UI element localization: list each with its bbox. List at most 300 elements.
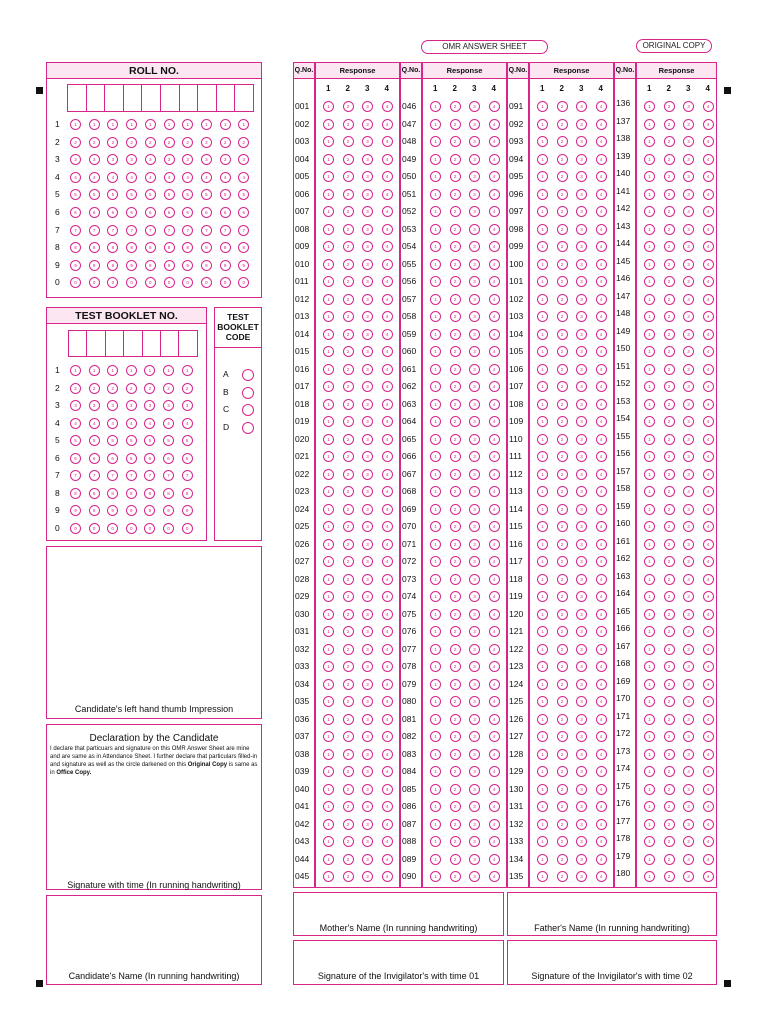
answer-bubble[interactable]: 3 (683, 486, 694, 497)
answer-bubble[interactable]: 4 (489, 154, 500, 165)
answer-bubble[interactable]: 1 (323, 749, 334, 760)
answer-bubble[interactable]: 4 (489, 521, 500, 532)
answer-bubble[interactable]: 2 (343, 504, 354, 515)
answer-bubble[interactable]: 2 (664, 346, 675, 357)
roll-digit-bubble[interactable]: 0 (201, 277, 212, 288)
answer-bubble[interactable]: 4 (703, 609, 714, 620)
answer-bubble[interactable]: 2 (664, 381, 675, 392)
answer-bubble[interactable]: 1 (644, 259, 655, 270)
answer-bubble[interactable]: 2 (557, 101, 568, 112)
answer-bubble[interactable]: 1 (323, 206, 334, 217)
answer-bubble[interactable]: 1 (430, 364, 441, 375)
booklet-digit-bubble[interactable]: 6 (126, 453, 137, 464)
answer-bubble[interactable]: 1 (430, 311, 441, 322)
answer-bubble[interactable]: 1 (644, 591, 655, 602)
answer-bubble[interactable]: 2 (450, 626, 461, 637)
roll-digit-bubble[interactable]: 3 (89, 154, 100, 165)
answer-bubble[interactable]: 2 (664, 574, 675, 585)
answer-bubble[interactable]: 3 (683, 416, 694, 427)
answer-bubble[interactable]: 3 (469, 556, 480, 567)
answer-bubble[interactable]: 4 (596, 504, 607, 515)
roll-digit-bubble[interactable]: 4 (89, 172, 100, 183)
answer-bubble[interactable]: 3 (576, 521, 587, 532)
booklet-digit-bubble[interactable]: 8 (107, 488, 118, 499)
answer-bubble[interactable]: 1 (323, 469, 334, 480)
roll-digit-bubble[interactable]: 5 (70, 189, 81, 200)
answer-bubble[interactable]: 3 (683, 119, 694, 130)
booklet-digit-bubble[interactable]: 4 (70, 418, 81, 429)
roll-digit-bubble[interactable]: 3 (220, 154, 231, 165)
roll-digit-bubble[interactable]: 4 (70, 172, 81, 183)
answer-bubble[interactable]: 2 (664, 434, 675, 445)
answer-bubble[interactable]: 2 (343, 364, 354, 375)
booklet-digit-bubble[interactable]: 8 (182, 488, 193, 499)
answer-bubble[interactable]: 1 (537, 329, 548, 340)
answer-bubble[interactable]: 3 (576, 609, 587, 620)
answer-bubble[interactable]: 4 (382, 346, 393, 357)
answer-bubble[interactable]: 4 (703, 661, 714, 672)
answer-bubble[interactable]: 3 (362, 119, 373, 130)
answer-bubble[interactable]: 3 (576, 399, 587, 410)
answer-bubble[interactable]: 4 (382, 451, 393, 462)
roll-digit-bubble[interactable]: 8 (182, 242, 193, 253)
answer-bubble[interactable]: 1 (644, 399, 655, 410)
answer-bubble[interactable]: 1 (430, 189, 441, 200)
answer-bubble[interactable]: 4 (703, 206, 714, 217)
booklet-digit-bubble[interactable]: 0 (107, 523, 118, 534)
roll-digit-bubble[interactable]: 2 (70, 137, 81, 148)
answer-bubble[interactable]: 1 (323, 626, 334, 637)
answer-bubble[interactable]: 3 (469, 819, 480, 830)
answer-bubble[interactable]: 2 (664, 294, 675, 305)
answer-bubble[interactable]: 1 (430, 101, 441, 112)
answer-bubble[interactable]: 1 (430, 591, 441, 602)
booklet-digit-bubble[interactable]: 6 (182, 453, 193, 464)
answer-bubble[interactable]: 3 (576, 294, 587, 305)
answer-bubble[interactable]: 1 (537, 696, 548, 707)
roll-digit-bubble[interactable]: 9 (182, 260, 193, 271)
answer-bubble[interactable]: 3 (683, 626, 694, 637)
answer-bubble[interactable]: 2 (450, 731, 461, 742)
answer-bubble[interactable]: 1 (430, 766, 441, 777)
booklet-digit-box[interactable] (68, 330, 87, 357)
answer-bubble[interactable]: 2 (450, 171, 461, 182)
roll-digit-bubble[interactable]: 2 (201, 137, 212, 148)
answer-bubble[interactable]: 3 (683, 294, 694, 305)
answer-bubble[interactable]: 3 (362, 696, 373, 707)
answer-bubble[interactable]: 1 (430, 696, 441, 707)
answer-bubble[interactable]: 1 (537, 679, 548, 690)
answer-bubble[interactable]: 1 (430, 206, 441, 217)
answer-bubble[interactable]: 1 (537, 574, 548, 585)
answer-bubble[interactable]: 1 (537, 714, 548, 725)
answer-bubble[interactable]: 2 (450, 294, 461, 305)
answer-bubble[interactable]: 4 (703, 171, 714, 182)
answer-bubble[interactable]: 1 (430, 434, 441, 445)
answer-bubble[interactable]: 4 (596, 154, 607, 165)
answer-bubble[interactable]: 1 (323, 504, 334, 515)
roll-digit-bubble[interactable]: 6 (238, 207, 249, 218)
answer-bubble[interactable]: 1 (430, 539, 441, 550)
answer-bubble[interactable]: 1 (430, 294, 441, 305)
answer-bubble[interactable]: 1 (323, 854, 334, 865)
answer-bubble[interactable]: 3 (362, 766, 373, 777)
answer-bubble[interactable]: 1 (430, 136, 441, 147)
answer-bubble[interactable]: 1 (430, 714, 441, 725)
answer-bubble[interactable]: 3 (576, 101, 587, 112)
answer-bubble[interactable]: 1 (537, 311, 548, 322)
answer-bubble[interactable]: 4 (596, 381, 607, 392)
booklet-digit-bubble[interactable]: 6 (70, 453, 81, 464)
answer-bubble[interactable]: 3 (362, 504, 373, 515)
answer-bubble[interactable]: 1 (430, 521, 441, 532)
answer-bubble[interactable]: 1 (323, 609, 334, 620)
answer-bubble[interactable]: 3 (683, 521, 694, 532)
answer-bubble[interactable]: 3 (469, 626, 480, 637)
booklet-digit-bubble[interactable]: 4 (89, 418, 100, 429)
booklet-digit-bubble[interactable]: 9 (89, 505, 100, 516)
answer-bubble[interactable]: 4 (382, 766, 393, 777)
answer-bubble[interactable]: 2 (664, 591, 675, 602)
answer-bubble[interactable]: 4 (489, 329, 500, 340)
answer-bubble[interactable]: 1 (323, 329, 334, 340)
roll-digit-bubble[interactable]: 6 (164, 207, 175, 218)
answer-bubble[interactable]: 1 (644, 556, 655, 567)
answer-bubble[interactable]: 4 (382, 329, 393, 340)
booklet-digit-bubble[interactable]: 2 (126, 383, 137, 394)
answer-bubble[interactable]: 1 (537, 241, 548, 252)
answer-bubble[interactable]: 2 (664, 416, 675, 427)
booklet-digit-box[interactable] (123, 330, 142, 357)
answer-bubble[interactable]: 4 (489, 696, 500, 707)
answer-bubble[interactable]: 4 (703, 871, 714, 882)
answer-bubble[interactable]: 3 (683, 171, 694, 182)
roll-digit-bubble[interactable]: 2 (107, 137, 118, 148)
answer-bubble[interactable]: 2 (343, 469, 354, 480)
answer-bubble[interactable]: 2 (343, 486, 354, 497)
answer-bubble[interactable]: 1 (430, 486, 441, 497)
roll-digit-bubble[interactable]: 8 (145, 242, 156, 253)
answer-bubble[interactable]: 3 (362, 434, 373, 445)
answer-bubble[interactable]: 3 (469, 731, 480, 742)
answer-bubble[interactable]: 2 (343, 556, 354, 567)
roll-digit-bubble[interactable]: 3 (126, 154, 137, 165)
answer-bubble[interactable]: 3 (683, 189, 694, 200)
answer-bubble[interactable]: 2 (557, 714, 568, 725)
booklet-digit-bubble[interactable]: 7 (163, 470, 174, 481)
answer-bubble[interactable]: 2 (450, 486, 461, 497)
answer-bubble[interactable]: 3 (576, 626, 587, 637)
answer-bubble[interactable]: 4 (382, 101, 393, 112)
answer-bubble[interactable]: 3 (362, 101, 373, 112)
answer-bubble[interactable]: 2 (557, 486, 568, 497)
answer-bubble[interactable]: 2 (664, 364, 675, 375)
answer-bubble[interactable]: 1 (644, 434, 655, 445)
answer-bubble[interactable]: 1 (644, 714, 655, 725)
answer-bubble[interactable]: 1 (430, 644, 441, 655)
answer-bubble[interactable]: 4 (382, 871, 393, 882)
answer-bubble[interactable]: 2 (450, 311, 461, 322)
answer-bubble[interactable]: 4 (489, 819, 500, 830)
answer-bubble[interactable]: 3 (469, 416, 480, 427)
booklet-digit-bubble[interactable]: 7 (70, 470, 81, 481)
answer-bubble[interactable]: 4 (382, 556, 393, 567)
answer-bubble[interactable]: 4 (703, 766, 714, 777)
answer-bubble[interactable]: 3 (362, 154, 373, 165)
answer-bubble[interactable]: 3 (469, 609, 480, 620)
roll-digit-bubble[interactable]: 6 (126, 207, 137, 218)
answer-bubble[interactable]: 4 (382, 294, 393, 305)
roll-digit-bubble[interactable]: 8 (164, 242, 175, 253)
roll-digit-bubble[interactable]: 2 (164, 137, 175, 148)
roll-digit-bubble[interactable]: 6 (89, 207, 100, 218)
answer-bubble[interactable]: 4 (489, 399, 500, 410)
roll-digit-box[interactable] (197, 84, 217, 112)
answer-bubble[interactable]: 3 (576, 469, 587, 480)
answer-bubble[interactable]: 1 (323, 661, 334, 672)
roll-digit-bubble[interactable]: 1 (107, 119, 118, 130)
answer-bubble[interactable]: 2 (664, 329, 675, 340)
answer-bubble[interactable]: 2 (450, 521, 461, 532)
answer-bubble[interactable]: 1 (323, 189, 334, 200)
answer-bubble[interactable]: 2 (343, 714, 354, 725)
answer-bubble[interactable]: 4 (489, 784, 500, 795)
answer-bubble[interactable]: 4 (703, 749, 714, 760)
answer-bubble[interactable]: 2 (664, 206, 675, 217)
answer-bubble[interactable]: 1 (430, 329, 441, 340)
roll-digit-bubble[interactable]: 3 (164, 154, 175, 165)
answer-bubble[interactable]: 2 (664, 714, 675, 725)
answer-bubble[interactable]: 2 (557, 381, 568, 392)
answer-bubble[interactable]: 2 (664, 224, 675, 235)
answer-bubble[interactable]: 1 (430, 276, 441, 287)
answer-bubble[interactable]: 2 (450, 836, 461, 847)
answer-bubble[interactable]: 3 (576, 696, 587, 707)
answer-bubble[interactable]: 1 (537, 836, 548, 847)
booklet-digit-bubble[interactable]: 4 (107, 418, 118, 429)
answer-bubble[interactable]: 2 (664, 451, 675, 462)
answer-bubble[interactable]: 1 (644, 224, 655, 235)
booklet-digit-bubble[interactable]: 4 (144, 418, 155, 429)
answer-bubble[interactable]: 4 (596, 766, 607, 777)
answer-bubble[interactable]: 3 (683, 714, 694, 725)
answer-bubble[interactable]: 1 (323, 346, 334, 357)
answer-bubble[interactable]: 2 (343, 801, 354, 812)
answer-bubble[interactable]: 3 (362, 294, 373, 305)
booklet-digit-bubble[interactable]: 5 (144, 435, 155, 446)
answer-bubble[interactable]: 2 (343, 101, 354, 112)
answer-bubble[interactable]: 3 (469, 329, 480, 340)
answer-bubble[interactable]: 1 (644, 486, 655, 497)
answer-bubble[interactable]: 2 (450, 224, 461, 235)
booklet-digit-bubble[interactable]: 1 (70, 365, 81, 376)
answer-bubble[interactable]: 2 (343, 399, 354, 410)
answer-bubble[interactable]: 3 (469, 346, 480, 357)
answer-bubble[interactable]: 3 (683, 346, 694, 357)
answer-bubble[interactable]: 4 (596, 556, 607, 567)
answer-bubble[interactable]: 2 (664, 521, 675, 532)
answer-bubble[interactable]: 2 (557, 644, 568, 655)
answer-bubble[interactable]: 4 (596, 626, 607, 637)
answer-bubble[interactable]: 4 (596, 136, 607, 147)
answer-bubble[interactable]: 2 (557, 451, 568, 462)
answer-bubble[interactable]: 4 (382, 591, 393, 602)
answer-bubble[interactable]: 1 (430, 416, 441, 427)
answer-bubble[interactable]: 4 (703, 399, 714, 410)
answer-bubble[interactable]: 3 (576, 119, 587, 130)
answer-bubble[interactable]: 3 (469, 311, 480, 322)
answer-bubble[interactable]: 4 (382, 504, 393, 515)
answer-bubble[interactable]: 1 (323, 399, 334, 410)
answer-bubble[interactable]: 1 (323, 731, 334, 742)
answer-bubble[interactable]: 3 (683, 224, 694, 235)
answer-bubble[interactable]: 1 (537, 259, 548, 270)
answer-bubble[interactable]: 3 (469, 679, 480, 690)
answer-bubble[interactable]: 1 (430, 399, 441, 410)
answer-bubble[interactable]: 2 (557, 399, 568, 410)
answer-bubble[interactable]: 2 (450, 276, 461, 287)
answer-bubble[interactable]: 1 (537, 276, 548, 287)
answer-bubble[interactable]: 1 (537, 539, 548, 550)
answer-bubble[interactable]: 1 (537, 749, 548, 760)
answer-bubble[interactable]: 1 (430, 679, 441, 690)
booklet-digit-bubble[interactable]: 3 (89, 400, 100, 411)
roll-digit-bubble[interactable]: 8 (126, 242, 137, 253)
answer-bubble[interactable]: 3 (362, 224, 373, 235)
answer-bubble[interactable]: 1 (644, 854, 655, 865)
answer-bubble[interactable]: 3 (576, 416, 587, 427)
answer-bubble[interactable]: 1 (323, 539, 334, 550)
answer-bubble[interactable]: 1 (644, 521, 655, 532)
answer-bubble[interactable]: 1 (430, 836, 441, 847)
roll-digit-bubble[interactable]: 1 (220, 119, 231, 130)
answer-bubble[interactable]: 1 (323, 171, 334, 182)
answer-bubble[interactable]: 1 (644, 626, 655, 637)
answer-bubble[interactable]: 4 (703, 801, 714, 812)
answer-bubble[interactable]: 3 (576, 836, 587, 847)
answer-bubble[interactable]: 1 (323, 224, 334, 235)
answer-bubble[interactable]: 2 (450, 189, 461, 200)
roll-digit-bubble[interactable]: 3 (145, 154, 156, 165)
answer-bubble[interactable]: 4 (382, 714, 393, 725)
answer-bubble[interactable]: 3 (683, 206, 694, 217)
answer-bubble[interactable]: 4 (382, 311, 393, 322)
answer-bubble[interactable]: 1 (430, 259, 441, 270)
answer-bubble[interactable]: 4 (382, 854, 393, 865)
answer-bubble[interactable]: 2 (557, 819, 568, 830)
roll-digit-bubble[interactable]: 1 (145, 119, 156, 130)
booklet-digit-bubble[interactable]: 6 (144, 453, 155, 464)
answer-bubble[interactable]: 3 (362, 136, 373, 147)
answer-bubble[interactable]: 4 (596, 574, 607, 585)
answer-bubble[interactable]: 4 (489, 801, 500, 812)
roll-digit-bubble[interactable]: 5 (164, 189, 175, 200)
answer-bubble[interactable]: 2 (664, 119, 675, 130)
answer-bubble[interactable]: 3 (362, 346, 373, 357)
answer-bubble[interactable]: 1 (323, 801, 334, 812)
answer-bubble[interactable]: 4 (703, 136, 714, 147)
answer-bubble[interactable]: 4 (703, 294, 714, 305)
answer-bubble[interactable]: 3 (362, 276, 373, 287)
roll-digit-bubble[interactable]: 1 (238, 119, 249, 130)
answer-bubble[interactable]: 3 (683, 871, 694, 882)
answer-bubble[interactable]: 1 (644, 539, 655, 550)
answer-bubble[interactable]: 2 (557, 119, 568, 130)
answer-bubble[interactable]: 3 (362, 644, 373, 655)
answer-bubble[interactable]: 1 (537, 854, 548, 865)
roll-digit-bubble[interactable]: 9 (107, 260, 118, 271)
answer-bubble[interactable]: 1 (323, 276, 334, 287)
answer-bubble[interactable]: 3 (683, 451, 694, 462)
answer-bubble[interactable]: 4 (596, 416, 607, 427)
answer-bubble[interactable]: 3 (683, 854, 694, 865)
answer-bubble[interactable]: 4 (596, 661, 607, 672)
answer-bubble[interactable]: 1 (537, 644, 548, 655)
booklet-digit-bubble[interactable]: 9 (107, 505, 118, 516)
answer-bubble[interactable]: 2 (664, 871, 675, 882)
answer-bubble[interactable]: 1 (644, 784, 655, 795)
roll-digit-bubble[interactable]: 4 (182, 172, 193, 183)
answer-bubble[interactable]: 2 (664, 854, 675, 865)
roll-digit-bubble[interactable]: 4 (238, 172, 249, 183)
answer-bubble[interactable]: 4 (382, 364, 393, 375)
answer-bubble[interactable]: 1 (323, 154, 334, 165)
answer-bubble[interactable]: 2 (557, 591, 568, 602)
answer-bubble[interactable]: 3 (683, 364, 694, 375)
booklet-digit-bubble[interactable]: 9 (163, 505, 174, 516)
answer-bubble[interactable]: 4 (596, 189, 607, 200)
answer-bubble[interactable]: 2 (664, 609, 675, 620)
roll-digit-bubble[interactable]: 0 (70, 277, 81, 288)
answer-bubble[interactable]: 4 (489, 101, 500, 112)
answer-bubble[interactable]: 2 (450, 381, 461, 392)
roll-digit-bubble[interactable]: 6 (145, 207, 156, 218)
booklet-digit-bubble[interactable]: 7 (144, 470, 155, 481)
answer-bubble[interactable]: 3 (576, 136, 587, 147)
booklet-digit-bubble[interactable]: 1 (163, 365, 174, 376)
answer-bubble[interactable]: 2 (557, 329, 568, 340)
roll-digit-box[interactable] (216, 84, 236, 112)
answer-bubble[interactable]: 4 (703, 556, 714, 567)
answer-bubble[interactable]: 4 (382, 609, 393, 620)
answer-bubble[interactable]: 3 (683, 836, 694, 847)
roll-digit-bubble[interactable]: 7 (145, 225, 156, 236)
answer-bubble[interactable]: 2 (343, 521, 354, 532)
answer-bubble[interactable]: 3 (469, 171, 480, 182)
answer-bubble[interactable]: 1 (644, 504, 655, 515)
roll-digit-box[interactable] (123, 84, 143, 112)
roll-digit-bubble[interactable]: 7 (89, 225, 100, 236)
answer-bubble[interactable]: 1 (644, 679, 655, 690)
answer-bubble[interactable]: 1 (430, 661, 441, 672)
answer-bubble[interactable]: 1 (644, 574, 655, 585)
booklet-digit-bubble[interactable]: 4 (182, 418, 193, 429)
answer-bubble[interactable]: 2 (664, 504, 675, 515)
answer-bubble[interactable]: 1 (644, 871, 655, 882)
answer-bubble[interactable]: 2 (343, 626, 354, 637)
roll-digit-bubble[interactable]: 5 (126, 189, 137, 200)
answer-bubble[interactable]: 1 (537, 556, 548, 567)
answer-bubble[interactable]: 2 (343, 206, 354, 217)
answer-bubble[interactable]: 1 (644, 171, 655, 182)
answer-bubble[interactable]: 2 (557, 136, 568, 147)
roll-digit-bubble[interactable]: 9 (70, 260, 81, 271)
answer-bubble[interactable]: 3 (362, 206, 373, 217)
answer-bubble[interactable]: 4 (703, 539, 714, 550)
answer-bubble[interactable]: 3 (683, 556, 694, 567)
answer-bubble[interactable]: 2 (664, 766, 675, 777)
answer-bubble[interactable]: 2 (664, 276, 675, 287)
